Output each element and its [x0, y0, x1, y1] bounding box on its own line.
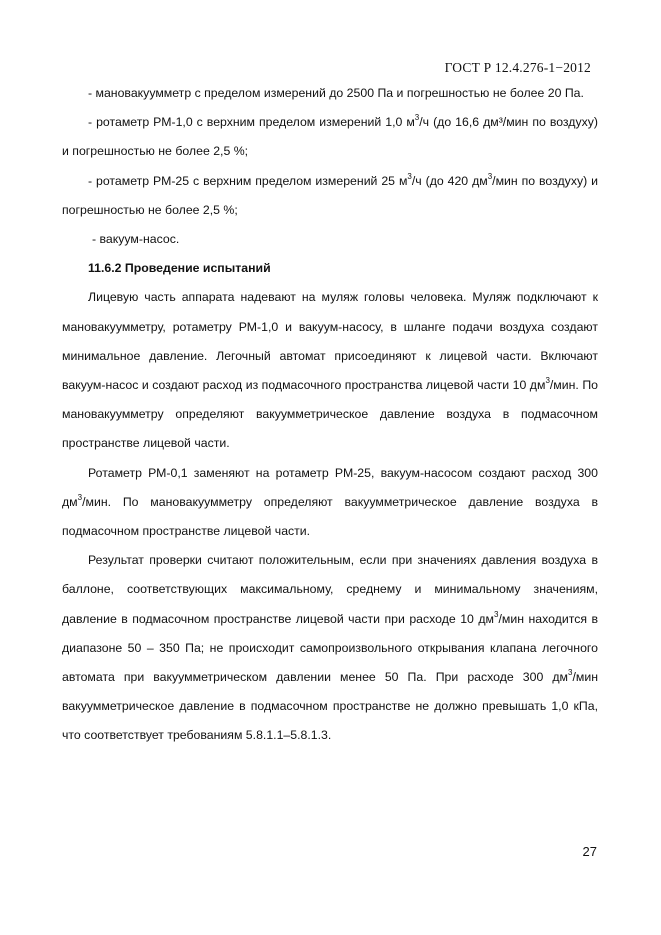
list-item-vacuum-pump: - вакуум-насос.: [92, 232, 180, 247]
page-number: 27: [582, 844, 597, 859]
list-item-rotameter-rm-1: - ротаметр РМ-1,0 с верхним пределом измерений 1,0 $м^3/ч$ (до 16,6 дм³/мин по воздуху) и погрешностью не более 2,5 %;: [62, 113, 598, 159]
paragraph-rotameter-replacement: Ротаметр РМ-0,1 заменяют на ротаметр РМ-25, вакуум-насосом создают расход 300 $дм^3$/мин. По мановакуумметру определяют вакуумметрическое давление воздуха в подмасочном пространстве лицевой части.: [62, 465, 598, 539]
document-body: [62, 79, 598, 751]
list-item-manovacuum-meter: - мановакуумметр с пределом измерений до 2500 Па и погрешностью не более 20 Па.: [88, 86, 584, 100]
paragraph-test-setup: Лицевую часть аппарата надевают на муляж головы человека. Муляж подключают к мановакуумметру, ротаметру РМ-1,0 и вакуум-насосу, в шланге подачи воздуха создают минимальное давление. Легочный автомат присоединяют к лицевой части. Включают вакуум-насос и создают расход из подмасочного пространства лицевой части 10 $дм^3$/мин. По мановакуумметру определяют вакуумметрическое давление воздуха в подмасочном пространстве лицевой части.: [62, 290, 598, 451]
standard-header: ГОСТ Р 12.4.276-1−2012: [444, 60, 591, 75]
paragraph-test-result: Результат проверки считают положительным, если при значениях давления воздуха в баллоне, соответствующих максимальному, среднему и минимальному значениям, давление в подмасочном пространстве лицевой части при расходе 10 $дм^3$/мин находится в диапазоне 50 – 350 Па; не происходит самопроизвольного открывания клапана легочного автомата при вакуумметрическом давлении менее 50 Па. При расходе 300 $дм^3$/мин вакуумметрическое давление в подмасочном пространстве не должно превышать 1,0 кПа, что соответствует требованиям 5.8.1.1–5.8.1.3.: [62, 553, 598, 743]
list-item-rotameter-rm-25: - ротаметр РМ-25 с верхним пределом измерений 25 $м^3/ч$ (до 420 $дм^3$/мин по воздуху) и погрешностью не более 2,5 %;: [62, 171, 598, 217]
section-title: 11.6.2 Проведение испытаний: [88, 261, 271, 276]
